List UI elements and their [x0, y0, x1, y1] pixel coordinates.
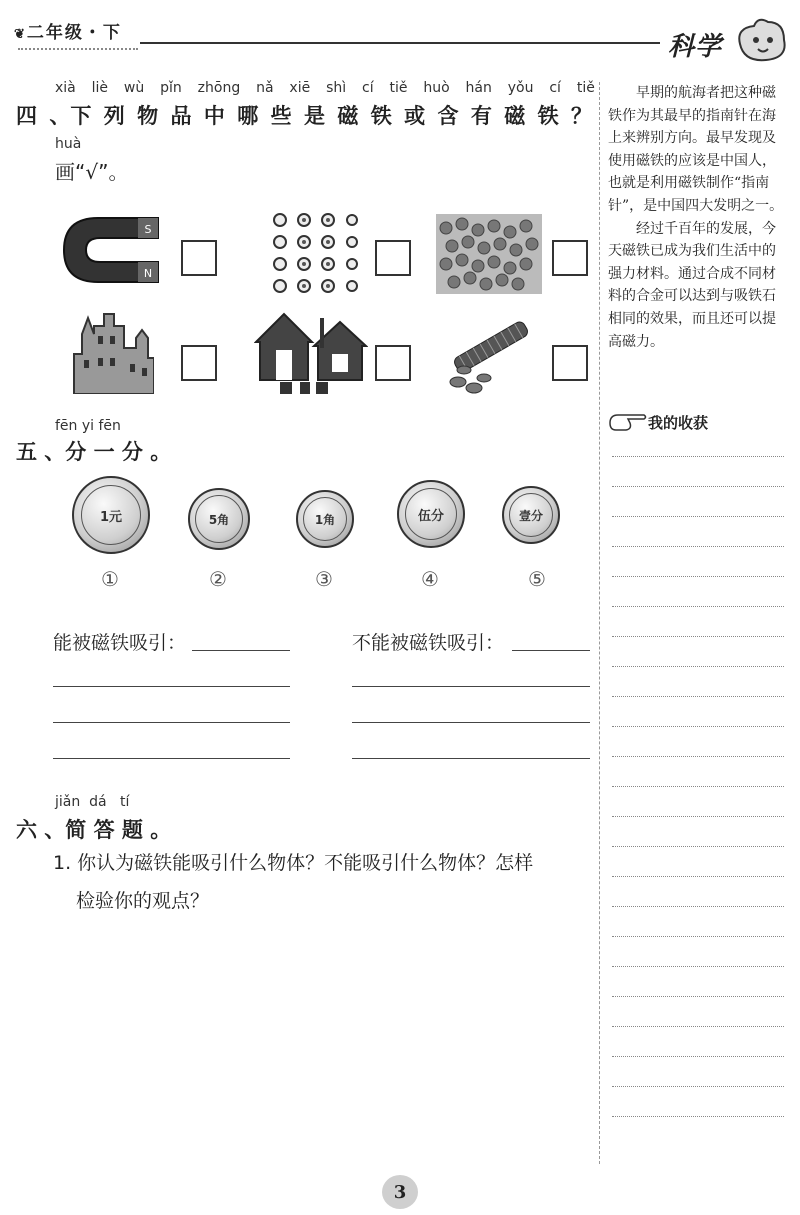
coin-5 [502, 486, 560, 544]
checkbox-discs[interactable] [552, 345, 588, 381]
coin-4-face: 伍分 [405, 488, 457, 540]
coin-number-2: ② [209, 567, 227, 591]
q4-pinyin-hua: huà [55, 136, 82, 152]
note-line[interactable] [612, 966, 784, 967]
attract-label: 能被磁铁吸引： [53, 632, 187, 654]
coin-5-face: 壹分 [509, 493, 553, 537]
coin-3 [296, 490, 354, 548]
coin-4 [397, 480, 465, 548]
coin-1-face: 1元 [81, 485, 141, 545]
checkbox-magnet[interactable] [181, 240, 217, 276]
note-line[interactable] [612, 1086, 784, 1087]
house-blocks-image [254, 310, 368, 394]
note-line[interactable] [612, 726, 784, 727]
attract-answer-line-4[interactable] [53, 758, 290, 759]
sidebar-para-2: 经过千百年的发展，今天磁铁已成为我们生活中的强力材料。通过合成不同材料的合金可以达到与吸铁石相同的效果，而且还可以提高磁力。 [608, 220, 776, 350]
q4-pinyin: xià liè wù pǐn zhōng nǎ xiē shì cí tiě huò hán yǒu cí tiě [55, 80, 595, 96]
coin-3-face: 1角 [303, 497, 347, 541]
checkbox-house[interactable] [375, 345, 411, 381]
coin-2-face: 5角 [195, 495, 243, 543]
not-attract-answer-line-4[interactable] [352, 758, 590, 759]
note-line[interactable] [612, 546, 784, 547]
q6-question-1: 1. 你认为磁铁能吸引什么物体？不能吸引什么物体？怎样 [53, 852, 534, 874]
attract-answer-line-1[interactable] [192, 650, 290, 651]
not-attract-answer-line-1[interactable] [512, 650, 590, 651]
subject-title: 科学 [668, 32, 723, 62]
note-line[interactable] [612, 516, 784, 517]
note-line[interactable] [612, 906, 784, 907]
harvest-label: 我的收获 [648, 413, 709, 432]
checkbox-buttons[interactable] [375, 240, 411, 276]
coin-number-1: ① [101, 567, 119, 591]
q6-question-1-cont: 检验你的观点？ [76, 890, 210, 912]
pointing-hand-icon [608, 411, 648, 433]
note-line[interactable] [612, 696, 784, 697]
sidebar-text [608, 82, 788, 353]
sidebar-divider [599, 82, 600, 1164]
coin-number-3: ③ [315, 567, 333, 591]
magnet-image [58, 210, 168, 290]
note-line[interactable] [612, 636, 784, 637]
svg-text:S: S [144, 223, 152, 236]
note-line[interactable] [612, 486, 784, 487]
leaf-icon: ❦ [14, 27, 27, 42]
note-line[interactable] [612, 1026, 784, 1027]
header-rule [140, 42, 660, 44]
header-dots [18, 48, 138, 50]
note-line[interactable] [612, 1056, 784, 1057]
note-line[interactable] [612, 846, 784, 847]
mascot-icon [732, 14, 790, 66]
sidebar-para-1: 早期的航海者把这种磁铁作为其最早的指南针在海上来辨别方向。最早发现及使用磁铁的应该是中国人，也就是利用磁铁制作“指南针”，是中国四大发明之一。 [608, 85, 784, 214]
coin-number-4: ④ [421, 567, 439, 591]
attract-answer-line-3[interactable] [53, 722, 290, 723]
note-line[interactable] [612, 456, 784, 457]
note-line[interactable] [612, 786, 784, 787]
coin-1 [72, 476, 150, 554]
harvest-heading [608, 411, 708, 433]
checkbox-castle[interactable] [181, 345, 217, 381]
not-attract-answer-line-3[interactable] [352, 722, 590, 723]
q4-instruction: 画“√”。 [55, 160, 129, 184]
not-attract-label: 不能被磁铁吸引： [352, 632, 505, 654]
coin-number-5: ⑤ [528, 567, 546, 591]
note-line[interactable] [612, 876, 784, 877]
svg-text:N: N [143, 267, 153, 280]
note-line[interactable] [612, 936, 784, 937]
page-number: 3 [382, 1175, 418, 1209]
not-attract-answer-line-2[interactable] [352, 686, 590, 687]
q6-title: 六 、简 答 题 。 [16, 818, 172, 842]
q4-title: 四 、下 列 物 品 中 哪 些 是 磁 铁 或 含 有 磁 铁 ？ [16, 104, 592, 128]
attract-answer-line-2[interactable] [53, 686, 290, 687]
note-line[interactable] [612, 606, 784, 607]
q5-pinyin: fēn yi fēn [55, 418, 121, 434]
q5-title: 五 、分 一 分 。 [16, 440, 172, 464]
castle-image [70, 308, 154, 394]
buttons-image [268, 210, 364, 296]
note-line[interactable] [612, 1116, 784, 1117]
beads-image [436, 214, 542, 294]
coin-2 [188, 488, 250, 550]
note-line[interactable] [612, 666, 784, 667]
plastic-discs-image [444, 312, 544, 396]
grade-label: ❦二年级・下 [14, 23, 122, 43]
note-line[interactable] [612, 756, 784, 757]
note-line[interactable] [612, 996, 784, 997]
q6-pinyin: jiǎn dá tí [55, 794, 130, 810]
note-line[interactable] [612, 576, 784, 577]
checkbox-beads[interactable] [552, 240, 588, 276]
note-line[interactable] [612, 816, 784, 817]
